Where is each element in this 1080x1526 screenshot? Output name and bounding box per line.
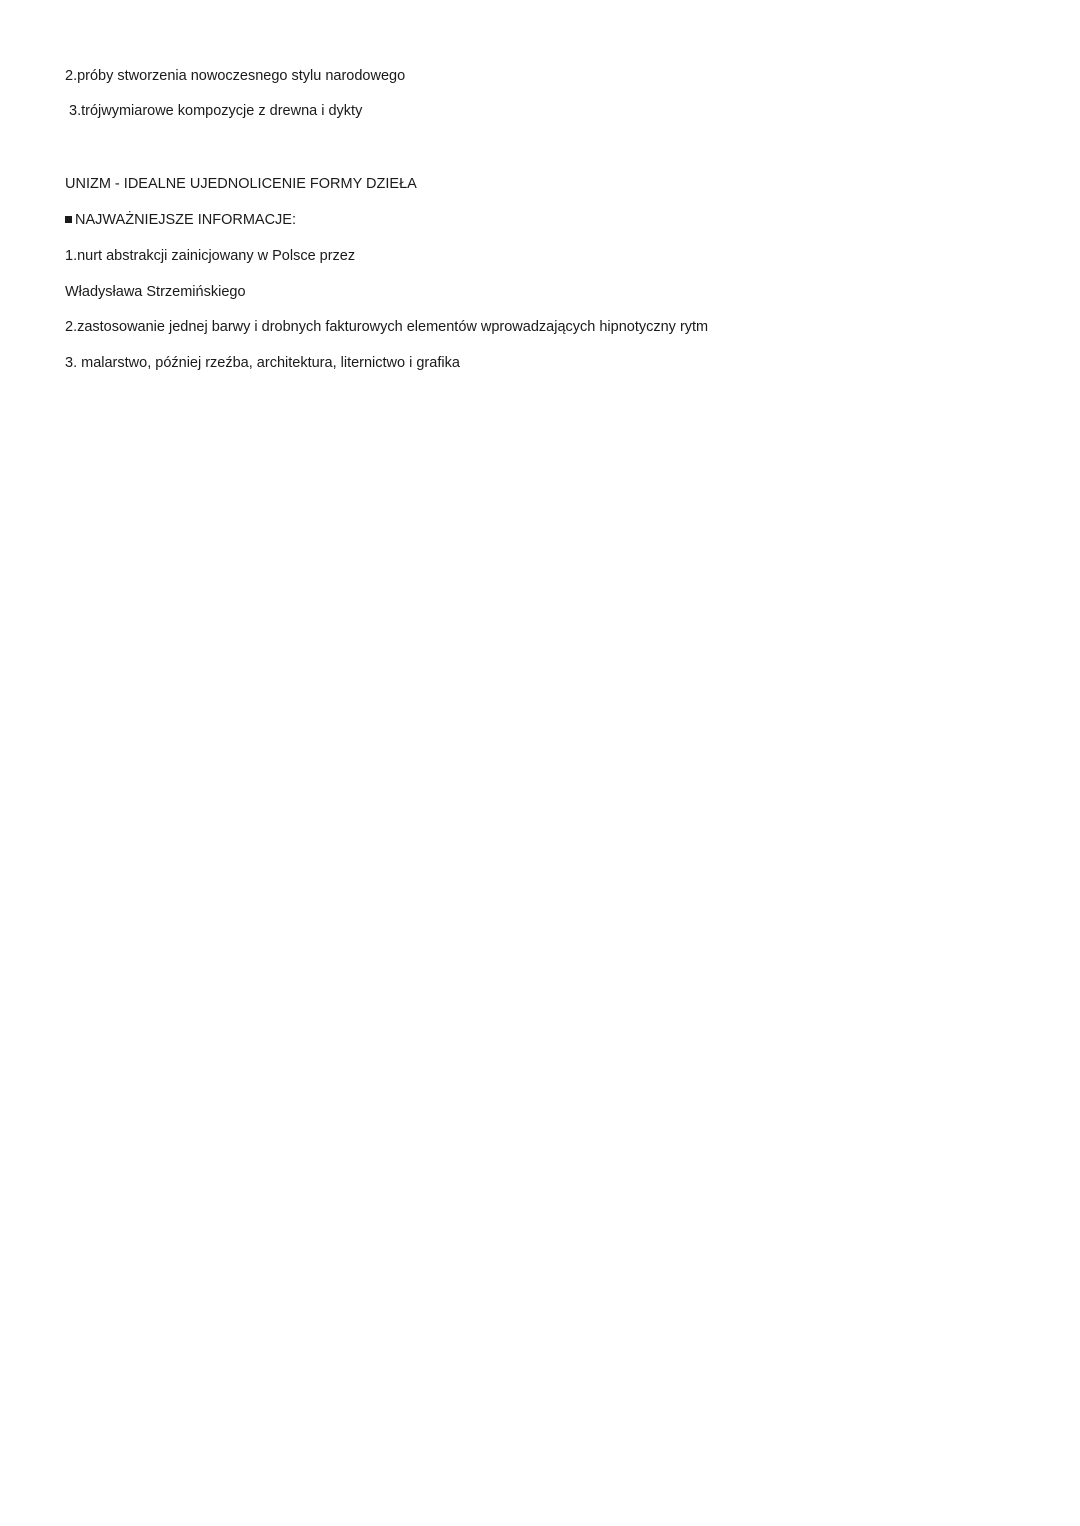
document-line-2: 3.trójwymiarowe kompozycje z drewna i dykty	[69, 103, 363, 119]
black-square-icon	[65, 216, 72, 223]
document-line-5: 1.nurt abstrakcji zainicjowany w Polsce przez	[65, 248, 356, 264]
key-info-heading	[65, 211, 296, 229]
document-line-6: Władysława Strzemińskiego	[65, 284, 246, 300]
key-info-label: NAJWAŻNIEJSZE INFORMACJE:	[75, 212, 296, 228]
document-line-1: 2.próby stworzenia nowoczesnego stylu narodowego	[65, 68, 406, 84]
section-heading: UNIZM - IDEALNE UJEDNOLICENIE FORMY DZIEŁA	[65, 176, 417, 192]
document-line-7: 2.zastosowanie jednej barwy i drobnych fakturowych elementów wprowadzających hipnotyczny rytm	[65, 319, 709, 335]
document-line-8: 3. malarstwo, później rzeźba, architektura, liternictwo i grafika	[65, 355, 460, 371]
